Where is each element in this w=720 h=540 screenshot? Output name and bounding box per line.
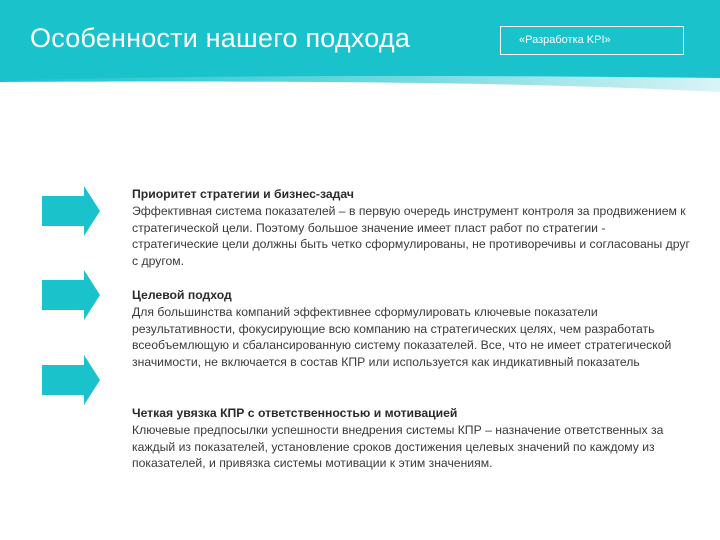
page-title: Особенности нашего подхода bbox=[30, 23, 411, 53]
section-heading: Приоритет стратегии и бизнес-задач bbox=[132, 187, 354, 201]
section-heading: Целевой подход bbox=[132, 288, 232, 302]
section-heading: Четкая увязка КПР с ответственностью и мотивацией bbox=[132, 406, 458, 420]
section-kpi-motivation bbox=[132, 405, 692, 472]
section-strategy-priority bbox=[132, 186, 692, 270]
section-target-approach bbox=[132, 287, 692, 371]
section-body: Эффективная система показателей – в первую очередь инструмент контроля за продвижением к стратегической цели. Поэтому большое значение имеет пласт работ по стратегии - стратегические цели должны быть четко сформулированы, не противоречивы и согласованы друг с другом. bbox=[132, 203, 690, 269]
arrow-icon bbox=[42, 270, 100, 320]
topic-tag: «Разработка KPI» bbox=[500, 26, 684, 55]
arrow-icon bbox=[42, 186, 100, 236]
section-body: Для большинства компаний эффективнее сформулировать ключевые показатели результативности, фокусирующие всю компанию на стратегических целях, чем разработать всеобъемлющую и сбалансированную систему показателей. Все, что не имеет стратегической значимости, не включается в состав КПР или используется как индикативный показатель bbox=[132, 304, 672, 370]
section-body: Ключевые предпосылки успешности внедрения системы КПР – назначение ответственных за каждый из показателей, установление сроков достижения целевых значений по каждому из показателей, и привязка системы мотивации к этим значениям. bbox=[132, 422, 664, 471]
arrow-icon bbox=[42, 355, 100, 405]
header-wave-decoration bbox=[0, 70, 720, 110]
